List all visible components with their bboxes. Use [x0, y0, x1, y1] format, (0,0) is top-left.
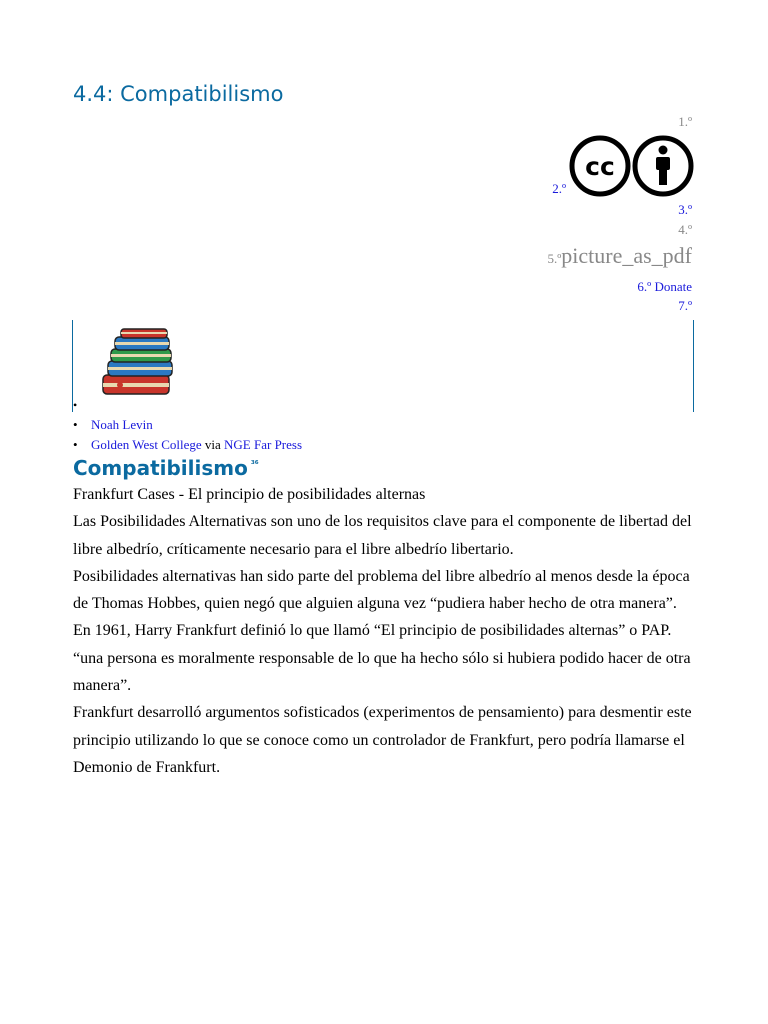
toolbar-item-4[interactable]: [678, 222, 692, 238]
paragraph: En 1961, Harry Frankfurt definió lo que llamó “El principio de posibilidades alternas” o PAP.: [73, 622, 672, 640]
attribution-border-right: [693, 320, 694, 412]
picture-as-pdf-icon: picture_as_pdf: [561, 243, 692, 268]
paragraph: “una persona es moralmente responsable de lo que ha hecho sólo si hubiera podido hacer de otra manera”.: [73, 649, 691, 695]
paragraph: Frankfurt Cases - El principio de posibilidades alternas: [73, 486, 426, 503]
toolbar-item-1[interactable]: [678, 114, 692, 130]
svg-text:cc: cc: [585, 152, 615, 181]
author-list: [73, 417, 302, 457]
donate-link[interactable]: [637, 279, 692, 295]
creative-commons-by-icon[interactable]: [568, 134, 696, 198]
publisher-item: [73, 437, 302, 457]
toolbar-item-number: 5.º: [547, 251, 562, 266]
paragraph: Las Posibilidades Alternativas son uno de los requisitos clave para el componente de libertad del libre albedrío, críticamente necesario para el libre albedrío libertario.: [73, 513, 692, 558]
toolbar-item-number: 7.º: [678, 298, 692, 313]
toolbar-item-number: 6.º: [637, 279, 652, 294]
list-bullet: •: [73, 437, 78, 452]
toolbar-item-number: 2.º: [552, 181, 566, 196]
section-heading-text: Compatibilismo: [73, 456, 248, 480]
college-link[interactable]: Golden West College: [91, 437, 202, 452]
content-body: [73, 481, 695, 781]
donate-label: Donate: [654, 279, 692, 294]
via-text: via: [204, 437, 221, 452]
toolbar-item-2-license[interactable]: [552, 181, 566, 197]
toolbar-item-number: 3.º: [678, 202, 692, 217]
list-bullet: •: [73, 417, 78, 432]
author-link[interactable]: Noah Levin: [91, 417, 153, 432]
toolbar-item-3[interactable]: [678, 202, 692, 218]
press-link[interactable]: NGE Far Press: [224, 437, 303, 452]
paragraph: Posibilidades alternativas han sido parte del problema del libre albedrío al menos desde la época de Thomas Hobbes, quien negó que alguien alguna vez “pudiera haber hecho de otra manera”.: [73, 567, 690, 613]
pdf-download-button[interactable]: [547, 243, 692, 269]
paragraph: Frankfurt desarrolló argumentos sofisticados (experimentos de pensamiento) para desmentir este principio utilizando lo que se conoce como un controlador de Frankfurt, pero podría llamarse el Demonio de Frankfurt.: [73, 704, 692, 776]
section-superscript: ³⁶: [250, 460, 259, 470]
books-stack-icon: [99, 326, 177, 404]
toolbar-item-number: 1.º: [678, 114, 692, 129]
list-bullet: •: [73, 398, 78, 412]
section-heading: [73, 456, 259, 480]
page-title: 4.4: Compatibilismo: [73, 82, 284, 106]
toolbar-item-number: 4.º: [678, 222, 692, 237]
toolbar-item-7[interactable]: [678, 298, 692, 314]
author-item: [73, 417, 302, 437]
